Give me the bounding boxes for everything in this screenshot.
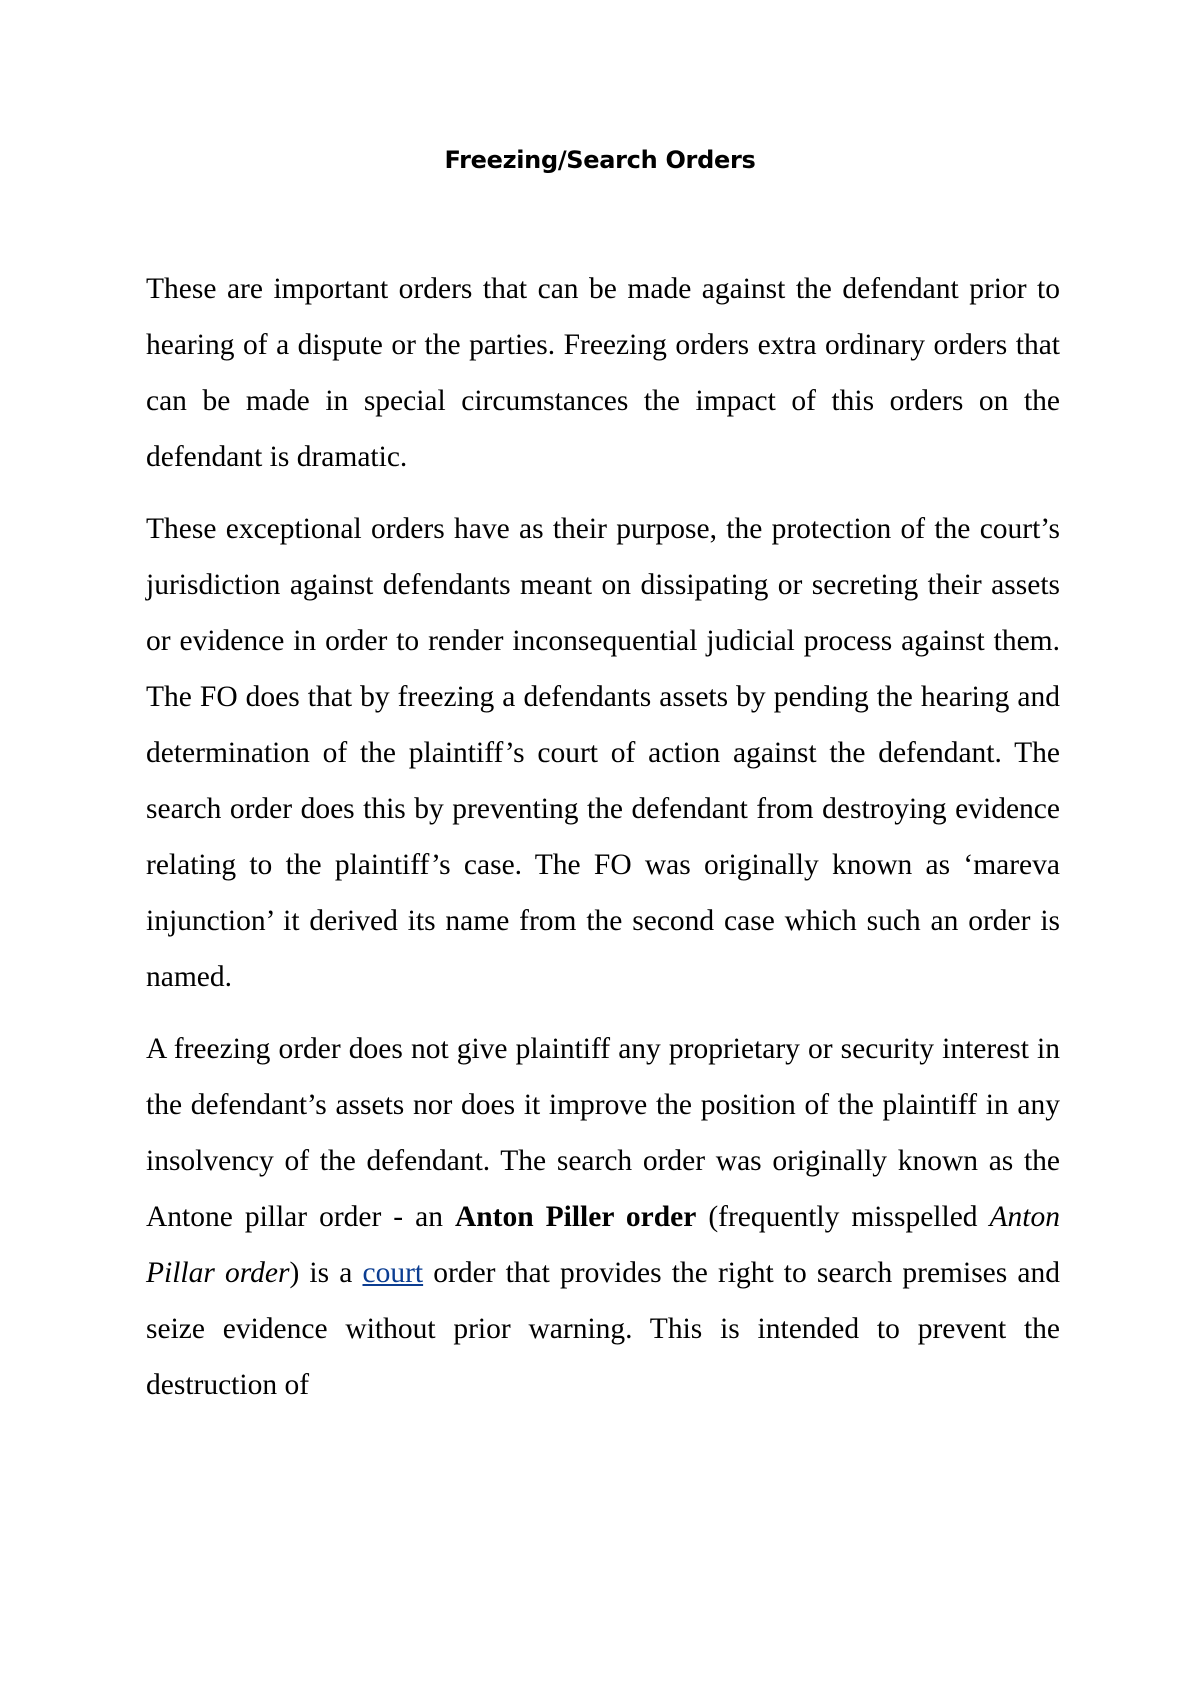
paragraph-2: These exceptional orders have as their purpose, the protection of the court’s jurisdiction against defendants meant on dissipating or secreting their assets or evidence in order to render inconsequential judicial process against them. The FO does that by freezing a defendants assets by pending the hearing and determination of the plaintiff’s court of action against the defendant. The search order does this by preventing the defendant from destroying evidence relating to the plaintiff’s case. The FO was originally known as ‘mareva injunction’ it derived its name from the second case which such an order is named. <box>146 513 1060 993</box>
anton-piller-order-term: Anton Piller order <box>454 1201 697 1233</box>
paragraph-3 <box>146 1021 1060 1413</box>
paragraph-3-text-a: A freezing order does not give plaintiff any proprietary or security interest in the defendant’s assets nor does it improve the position of the plaintiff in any insolvency of the defendant. The search order was originally known as the Antone pillar order - an <box>146 1033 1060 1233</box>
document-body <box>146 261 1060 1429</box>
misspelled-term: Anton Pillar order <box>146 1201 1060 1289</box>
paragraph-3-text-b: (frequently misspelled <box>696 1201 990 1233</box>
court-link[interactable]: court <box>362 1257 424 1289</box>
paragraph-1: These are important orders that can be made against the defendant prior to hearing of a dispute or the parties. Freezing orders extra ordinary orders that can be made in special circumstances the impact of this orders on the defendant is dramatic. <box>146 273 1060 473</box>
page-title: Freezing/Search Orders <box>444 146 756 174</box>
paragraph-3-text-c: ) is a <box>289 1257 363 1289</box>
paragraph-3-text-d: order that provides the right to search premises and seize evidence without prior warning. This is intended to prevent the destruction of <box>146 1257 1060 1401</box>
